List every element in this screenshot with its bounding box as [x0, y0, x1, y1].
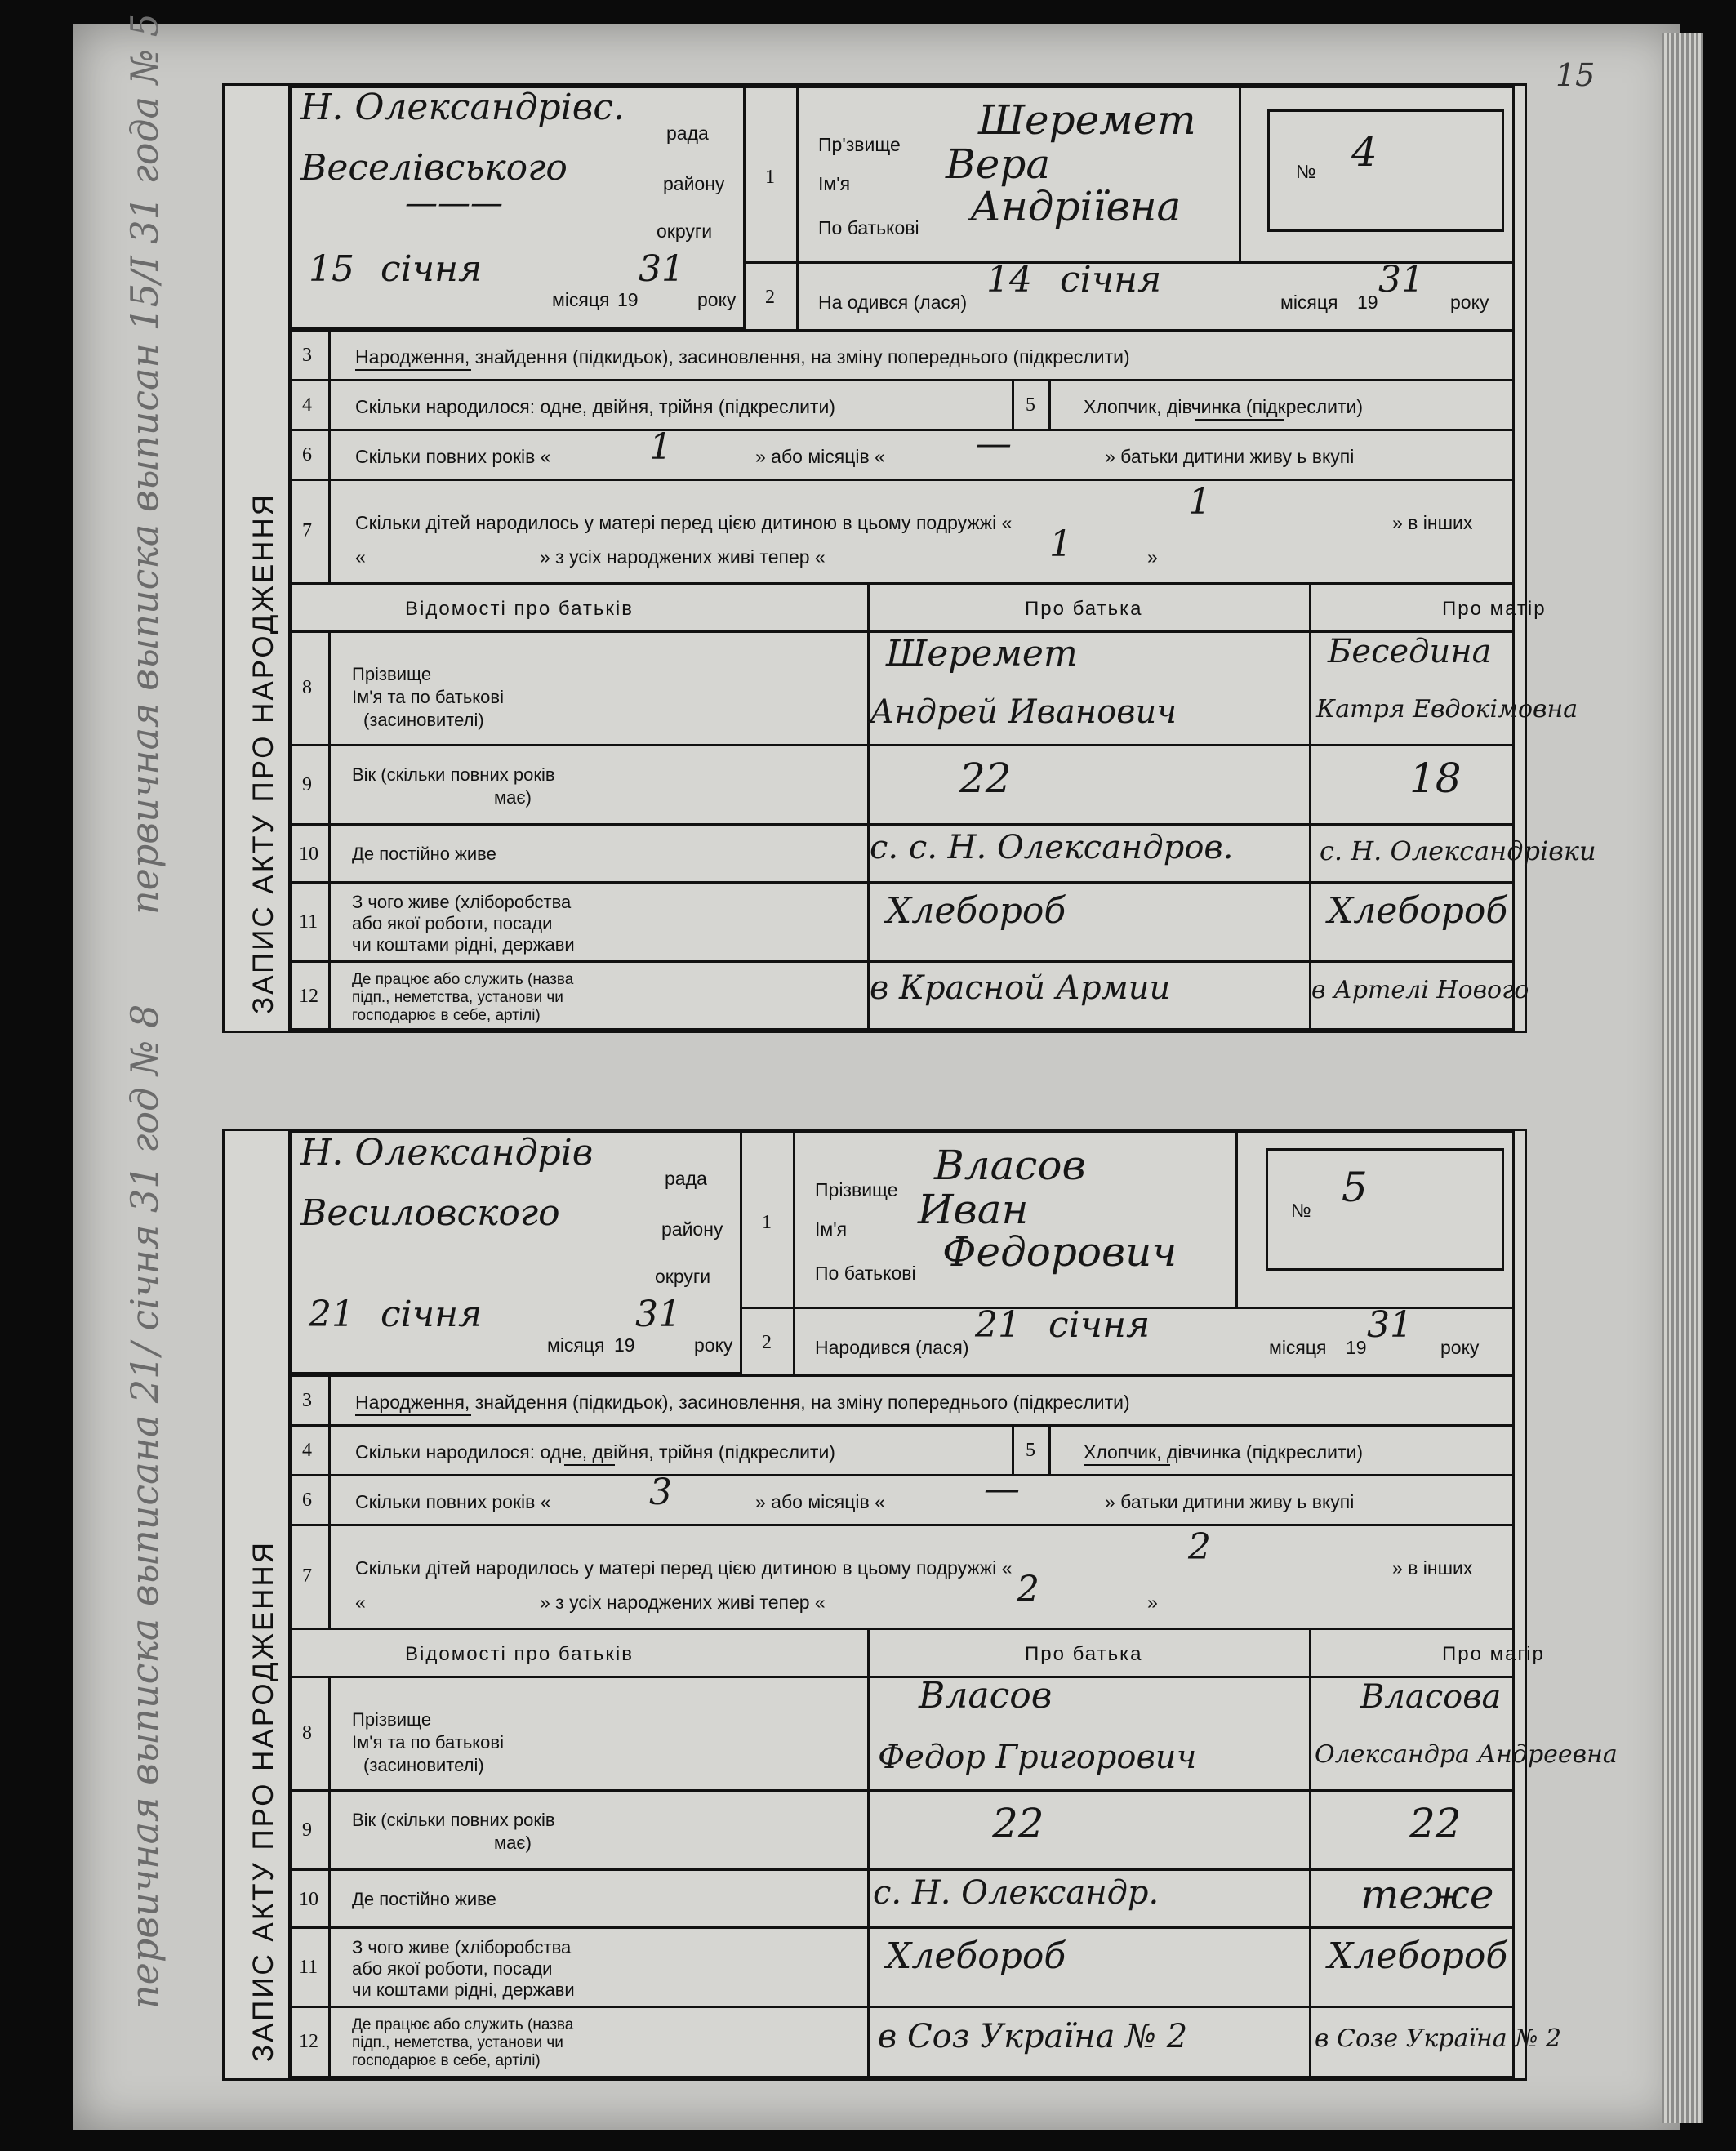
- row-num-cell: [743, 261, 799, 332]
- father-name: Андрей Иванович: [870, 693, 1177, 731]
- row-number-4: 4: [302, 1440, 312, 1461]
- raion-label: району: [661, 1218, 723, 1240]
- father-residence-cell: [867, 823, 1311, 884]
- okrug-label: округи: [655, 1266, 711, 1287]
- row11-label-2: або якої роботи, посади: [352, 1958, 553, 1979]
- row7-label-a: Скільки дітей народилось у матері перед цією дитиною в цьому подружжі «: [355, 1557, 1013, 1579]
- mother-occupation: Хлебороб: [1328, 1935, 1508, 1977]
- father-age-cell: [867, 744, 1311, 826]
- row-number-4: 4: [302, 394, 312, 416]
- row8-label-1: Прізвище: [352, 664, 432, 684]
- mother-work: в Артелі Нового: [1311, 976, 1529, 1004]
- row-number-11: 11: [299, 1957, 318, 1978]
- row-number-2: 2: [762, 1332, 772, 1353]
- child-name-cell: [796, 86, 1241, 264]
- row-number-1: 1: [762, 1212, 772, 1233]
- months-together: —: [976, 423, 1012, 465]
- child-name-cell: [793, 1131, 1238, 1309]
- row4-label: Скільки народилося: одне, двійня, трійня (підкреслити): [355, 1441, 835, 1463]
- patronymic-label: По батькові: [818, 217, 919, 238]
- birth-month: січня: [1048, 1304, 1151, 1346]
- row-number-12: 12: [299, 986, 318, 1007]
- father-work-cell: [867, 960, 1311, 1031]
- father-age: 22: [959, 755, 1012, 802]
- row-number-8: 8: [302, 1722, 312, 1744]
- row6-cell: [328, 423, 1515, 481]
- father-name-cell: [867, 1676, 1311, 1792]
- row-num-cell: [288, 329, 331, 381]
- mother-name-cell: [1309, 630, 1578, 746]
- mother-surname: Власова: [1360, 1678, 1502, 1716]
- rada-value: Н. Олександрівс.: [300, 87, 625, 128]
- mother-header: Про магір: [1442, 1643, 1545, 1665]
- number-box: [1267, 109, 1504, 232]
- row12-label-3: господарює в себе, артілі): [352, 1007, 541, 1024]
- row6-label-a: Скільки повних років «: [355, 446, 551, 467]
- record-number: 4: [1351, 128, 1378, 176]
- row-number-5: 5: [1026, 394, 1035, 416]
- year-suffix: року: [697, 289, 737, 310]
- row12-label-cell: [328, 960, 870, 1031]
- row5-cell: [1048, 1424, 1515, 1476]
- reg-day: 15: [309, 248, 354, 290]
- row-num-cell: [288, 1926, 331, 2008]
- row-number-7: 7: [302, 1565, 312, 1587]
- year-suffix: року: [1450, 292, 1489, 313]
- year-prefix: 19: [617, 289, 639, 310]
- registry-place-cell: [288, 1131, 742, 1374]
- birth-year: 31: [1378, 259, 1424, 301]
- father-occupation-cell: [867, 1926, 1311, 2008]
- row5-cell: [1048, 379, 1515, 431]
- number-cell: [1235, 1131, 1515, 1309]
- month-label: місяця: [1280, 292, 1338, 313]
- child-surname: Шеремет: [978, 96, 1196, 144]
- father-header-cell: [867, 582, 1311, 633]
- mother-name: Олександра Андреевна: [1315, 1740, 1618, 1769]
- row-num-cell: [288, 1474, 331, 1526]
- father-residence-cell: [867, 1868, 1311, 1929]
- page-number: 15: [1556, 57, 1596, 93]
- rada-value: Н. Олександрів: [300, 1132, 594, 1173]
- side-title-column: [225, 86, 292, 1031]
- row-num-cell: [288, 1789, 331, 1871]
- row-num-cell: [288, 429, 331, 481]
- row-num-cell: [288, 630, 331, 746]
- row7-cell: [328, 1524, 1515, 1630]
- row7-label-e: »: [1147, 1592, 1158, 1613]
- row7-label-e: »: [1147, 546, 1158, 568]
- row8-label-cell: [328, 1676, 870, 1792]
- row7-label-b: » в інших: [1392, 1557, 1473, 1579]
- father-surname: Шеремет: [886, 633, 1078, 675]
- row6-cell: [328, 1468, 1515, 1526]
- row7-label-c: «: [355, 546, 366, 568]
- father-residence: с. с. Н. Олександров.: [870, 829, 1234, 866]
- row-number-6: 6: [302, 444, 312, 465]
- birth-date-cell: [793, 1304, 1515, 1377]
- year-suffix: року: [694, 1334, 733, 1356]
- row3-cell: [328, 329, 1515, 381]
- row8-label-1: Прізвище: [352, 1709, 432, 1730]
- number-label: №: [1291, 1200, 1311, 1221]
- child-surname: Власов: [934, 1142, 1086, 1189]
- row7-label-a: Скільки дітей народилось у матері перед цією дитиною в цьому подружжі «: [355, 512, 1013, 533]
- mother-header: Про матір: [1442, 598, 1547, 620]
- side-title-column: [225, 1131, 292, 2078]
- rada-label: рада: [666, 122, 709, 144]
- row6-label-c: » батьки дитини живу ь вкупі: [1105, 446, 1355, 467]
- row11-label-3: чи коштами рідні, держави: [352, 934, 575, 955]
- father-age-cell: [867, 1789, 1311, 1871]
- birth-record-form: [222, 1129, 1618, 2081]
- row-number-11: 11: [299, 911, 318, 933]
- surname-label: Прізвище: [815, 1179, 898, 1200]
- row11-label-2: або якої роботи, посади: [352, 913, 553, 933]
- row7-label-d: » з усіх народжених живі тепер «: [540, 546, 826, 568]
- raion-label: району: [663, 173, 725, 194]
- surname-label: Пр'звище: [818, 134, 901, 155]
- father-occupation-cell: [867, 881, 1311, 963]
- name-label: Ім'я: [818, 173, 851, 194]
- number-box: [1266, 1148, 1504, 1271]
- mother-occupation-cell: [1309, 1926, 1515, 2008]
- father-header: Про батька: [1025, 598, 1143, 620]
- row-number-10: 10: [299, 844, 318, 865]
- year-suffix: року: [1440, 1337, 1480, 1358]
- row12-label-1: Де працює або служить (назва: [352, 971, 574, 988]
- number-label: №: [1296, 161, 1316, 182]
- row6-label-c: » батьки дитини живу ь вкупі: [1105, 1491, 1355, 1512]
- years-together: 3: [649, 1472, 672, 1513]
- row-num-cell: [1012, 379, 1051, 431]
- father-age: 22: [992, 1800, 1044, 1847]
- month-label: місяця: [1269, 1337, 1327, 1358]
- row-number-2: 2: [765, 287, 775, 308]
- month-label: місяця: [547, 1334, 605, 1356]
- row7-label-d: » з усіх народжених живі тепер «: [540, 1592, 826, 1613]
- row3-label: Народження, знайдення (підкидьок), засиновлення, на зміну попереднього (підкреслити): [355, 346, 1130, 367]
- number-cell: [1239, 86, 1515, 264]
- row3-underline: [355, 369, 471, 371]
- row12-label-2: підп., неметства, установи чи: [352, 989, 563, 1006]
- row5-label: Хлопчик, дівчинка (підкреслити): [1084, 1441, 1364, 1463]
- row-number-10: 10: [299, 1889, 318, 1910]
- row5-underline: [1084, 1464, 1170, 1466]
- row6-label-a: Скільки повних років «: [355, 1491, 551, 1512]
- row-num-cell: [288, 2006, 331, 2078]
- reg-year: 31: [639, 248, 684, 290]
- row3-label: Народження, знайдення (підкидьок), засиновлення, на зміну попереднього (підкреслити): [355, 1392, 1130, 1413]
- father-header-cell: [867, 1628, 1311, 1678]
- row3-underline: [355, 1414, 471, 1416]
- reg-year: 31: [635, 1294, 681, 1335]
- mother-name-cell: [1309, 1676, 1618, 1792]
- row5-underline: [1195, 419, 1284, 421]
- row8-label-2: Ім'я та по батькові: [352, 1732, 504, 1752]
- row-num-cell: [288, 1868, 331, 1929]
- row10-label: Де постійно живе: [352, 844, 496, 864]
- name-label: Ім'я: [815, 1218, 848, 1240]
- row9-label-1: Вік (скільки повних років: [352, 764, 555, 785]
- mother-age-cell: [1309, 744, 1515, 826]
- row8-label-3: (засиновителі): [363, 1755, 484, 1775]
- row-num-cell: [288, 479, 331, 585]
- mother-work-cell: [1309, 960, 1529, 1031]
- row7-label-b: » в інших: [1392, 512, 1473, 533]
- page-edge: [1662, 33, 1703, 2123]
- father-header: Про батька: [1025, 1643, 1143, 1665]
- row9-label-cell: [328, 744, 870, 826]
- row9-label-2: має): [494, 1833, 532, 1853]
- row7-label-c: «: [355, 1592, 366, 1613]
- row12-label-cell: [328, 2006, 870, 2078]
- father-name: Федор Григорович: [878, 1739, 1197, 1776]
- registry-place-cell: [288, 86, 746, 329]
- row-number-1: 1: [765, 167, 775, 188]
- mother-surname: Беседина: [1328, 633, 1492, 670]
- okrug-label: округи: [657, 220, 713, 242]
- birth-year: 31: [1367, 1304, 1413, 1346]
- row-number-8: 8: [302, 677, 312, 698]
- born-label: Народився (лася): [815, 1337, 969, 1358]
- child-patronymic: Андріївна: [970, 183, 1182, 230]
- years-together: 1: [649, 426, 672, 468]
- row4-label: Скільки народилося: одне, двійня, трійня (підкреслити): [355, 396, 835, 417]
- father-occupation: Хлебороб: [886, 890, 1066, 932]
- born-label: На одився (лася): [818, 292, 968, 313]
- row9-label-1: Вік (скільки повних років: [352, 1810, 555, 1830]
- father-name-cell: [867, 630, 1311, 746]
- raion-value: Веселівського: [300, 147, 568, 189]
- row-number-5: 5: [1026, 1440, 1035, 1461]
- parents-header: Відомості про батьків: [405, 598, 634, 620]
- mother-residence: теже: [1360, 1871, 1494, 1918]
- reg-month: січня: [381, 248, 483, 290]
- row12-label-1: Де працює або служить (назва: [352, 2016, 574, 2033]
- birth-day: 21: [975, 1304, 1021, 1346]
- parents-header-cell: [288, 582, 870, 633]
- year-prefix: 19: [614, 1334, 635, 1356]
- row-num-cell: [288, 379, 331, 431]
- children-living: 1: [1049, 523, 1072, 565]
- okrug-value: ———: [405, 185, 503, 222]
- rada-label: рада: [665, 1168, 707, 1189]
- year-prefix: 19: [1357, 292, 1378, 313]
- margin-note-top: первичная выписка выписан 15/I 31 года № 5: [122, 12, 167, 915]
- children-before: 2: [1188, 1526, 1211, 1568]
- raion-value: Весиловского: [300, 1192, 560, 1234]
- row-num-cell: [743, 86, 799, 264]
- child-patronymic: Федорович: [942, 1228, 1177, 1276]
- row6-label-b: » або місяців «: [755, 1491, 885, 1512]
- row-number-3: 3: [302, 345, 312, 366]
- mother-work-cell: [1309, 2006, 1562, 2078]
- birth-date-cell: [796, 261, 1515, 332]
- patronymic-label: По батькові: [815, 1263, 916, 1284]
- margin-note-bottom: первичная выписка выписана 21/ січня 31 год № 8: [122, 1004, 167, 2009]
- row-number-12: 12: [299, 2031, 318, 2052]
- row3-cell: [328, 1374, 1515, 1427]
- row-num-cell: [288, 744, 331, 826]
- row6-label-b: » або місяців «: [755, 446, 885, 467]
- row-num-cell: [288, 1676, 331, 1792]
- row-number-6: 6: [302, 1490, 312, 1511]
- row11-label-1: З чого живе (хліборобства: [352, 892, 572, 912]
- row-num-cell: [288, 960, 331, 1031]
- row9-label-cell: [328, 1789, 870, 1871]
- side-title: ЗАПИС АКТУ ПРО НАРОДЖЕННЯ: [247, 1540, 279, 2062]
- row9-label-2: має): [494, 787, 532, 808]
- row8-label-cell: [328, 630, 870, 746]
- row11-label-cell: [328, 881, 870, 963]
- father-work-cell: [867, 2006, 1311, 2078]
- child-name: Вера: [946, 140, 1051, 188]
- mother-age-cell: [1309, 1789, 1515, 1871]
- row11-label-3: чи коштами рідні, держави: [352, 1980, 575, 2000]
- mother-age: 22: [1409, 1800, 1462, 1847]
- father-surname: Власов: [919, 1675, 1053, 1717]
- row11-label-cell: [328, 1926, 870, 2008]
- father-work: в Соз Україна № 2: [878, 2018, 1188, 2055]
- row10-label-cell: [328, 823, 870, 884]
- row-num-cell: [288, 823, 331, 884]
- row4-underline: [564, 1464, 615, 1466]
- record-number: 5: [1342, 1164, 1368, 1211]
- row4-cell: [328, 1424, 1014, 1476]
- row-num-cell: [288, 1424, 331, 1476]
- row8-label-2: Ім'я та по батькові: [352, 687, 504, 707]
- row12-label-2: підп., неметства, установи чи: [352, 2034, 563, 2051]
- mother-residence-cell: [1309, 1868, 1515, 1929]
- mother-residence: с. Н. Олександрівки: [1320, 835, 1596, 866]
- mother-age: 18: [1409, 755, 1462, 802]
- mother-header-cell: [1309, 1628, 1545, 1678]
- months-together: —: [984, 1468, 1020, 1510]
- row-number-3: 3: [302, 1390, 312, 1411]
- mother-occupation-cell: [1309, 881, 1515, 963]
- row-number-9: 9: [302, 774, 312, 795]
- row-number-9: 9: [302, 1819, 312, 1841]
- row-number-7: 7: [302, 520, 312, 541]
- row-num-cell: [288, 1524, 331, 1630]
- side-title: ЗАПИС АКТУ ПРО НАРОДЖЕННЯ: [247, 492, 279, 1014]
- row5-label: Хлопчик, дівчинка (підкреслити): [1084, 396, 1364, 417]
- parents-header-cell: [288, 1628, 870, 1678]
- row-num-cell: [288, 881, 331, 963]
- row-num-cell: [740, 1131, 795, 1309]
- mother-header-cell: [1309, 582, 1547, 633]
- row10-label-cell: [328, 1868, 870, 1929]
- mother-occupation: Хлебороб: [1328, 890, 1508, 932]
- mother-work: в Созе Україна № 2: [1315, 2024, 1562, 2053]
- row-num-cell: [740, 1307, 795, 1377]
- mother-name: Катря Евдокімовна: [1316, 695, 1578, 724]
- year-prefix: 19: [1346, 1337, 1367, 1358]
- father-residence: с. Н. Олександр.: [873, 1874, 1160, 1912]
- row8-label-3: (засиновителі): [363, 710, 484, 730]
- row10-label: Де постійно живе: [352, 1889, 496, 1909]
- month-label: місяця: [552, 289, 610, 310]
- mother-residence-cell: [1309, 823, 1596, 884]
- child-name: Иван: [918, 1186, 1029, 1233]
- reg-day: 21: [309, 1294, 354, 1335]
- row4-cell: [328, 379, 1014, 431]
- row-num-cell: [288, 1374, 331, 1427]
- parents-header: Відомості про батьків: [405, 1643, 634, 1665]
- birth-month: січня: [1060, 259, 1162, 301]
- row11-label-1: З чого живе (хліборобства: [352, 1937, 572, 1957]
- father-occupation: Хлебороб: [886, 1935, 1066, 1977]
- children-before: 1: [1188, 481, 1211, 523]
- father-work: в Красной Армии: [870, 969, 1171, 1007]
- reg-month: січня: [381, 1294, 483, 1335]
- row7-cell: [328, 479, 1515, 585]
- birth-record-form: [222, 83, 1596, 1033]
- birth-day: 14: [986, 259, 1032, 301]
- children-living: 2: [1017, 1569, 1039, 1610]
- row12-label-3: господарює в себе, артілі): [352, 2052, 541, 2069]
